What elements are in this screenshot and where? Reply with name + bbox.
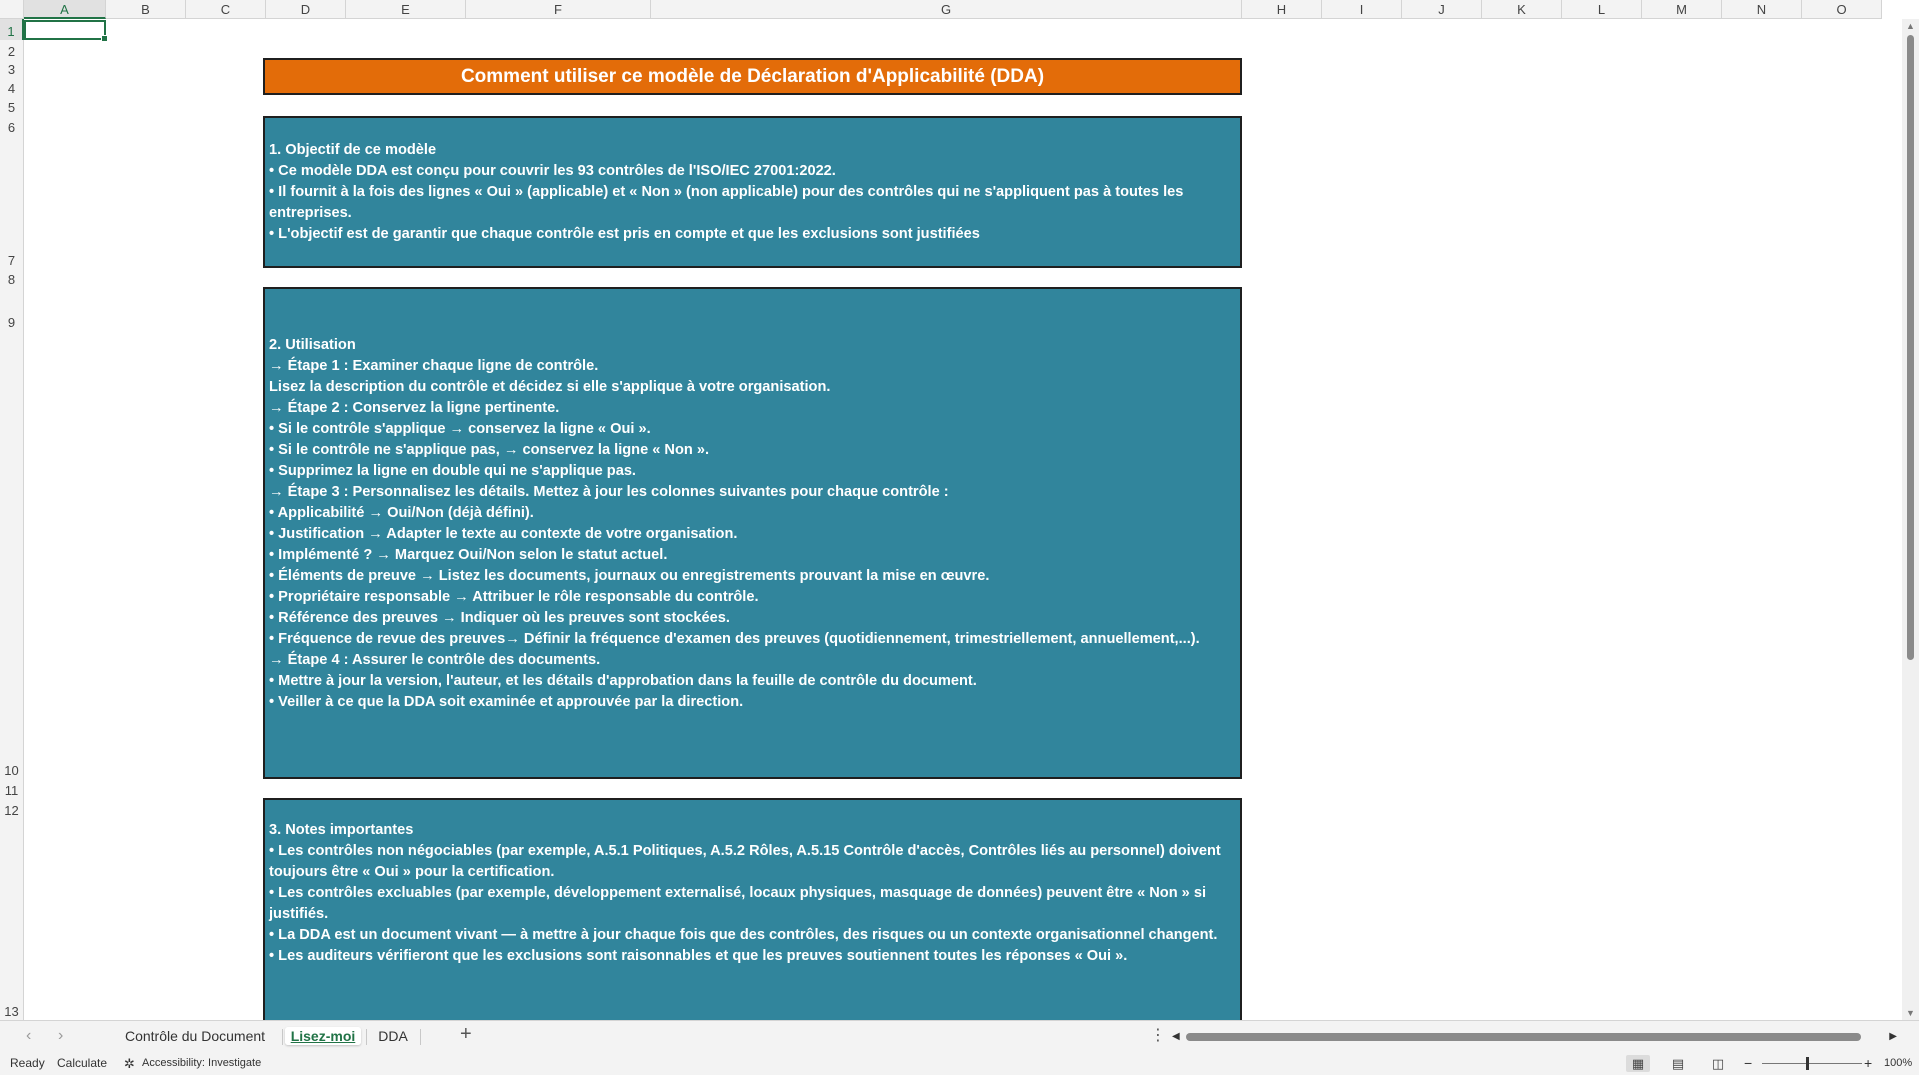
column-header-h[interactable]: H (1242, 0, 1322, 19)
page-layout-icon[interactable]: ▤ (1671, 1056, 1685, 1071)
horizontal-scroll-thumb[interactable] (1186, 1033, 1861, 1041)
section-notes (263, 798, 1242, 1020)
row-header-8[interactable] (0, 269, 24, 288)
column-header-a[interactable]: A (24, 0, 106, 19)
column-header-k[interactable]: K (1482, 0, 1562, 19)
add-sheet-icon[interactable]: + (460, 1023, 472, 1045)
column-header-n[interactable]: N (1722, 0, 1802, 19)
status-calculate[interactable]: Calculate (57, 1056, 108, 1070)
section-heading: 2. Utilisation (269, 337, 356, 353)
normal-view-icon[interactable]: ▦ (1626, 1055, 1650, 1072)
row-number: 10 (4, 763, 19, 778)
page-break-preview-icon[interactable]: ◫ (1711, 1056, 1725, 1071)
prev-sheet-icon[interactable]: ‹ (26, 1027, 32, 1044)
row-number: 5 (7, 100, 16, 115)
row-number: 7 (7, 253, 16, 268)
horizontal-scrollbar[interactable] (1172, 1029, 1897, 1045)
section-heading: 3. Notes importantes (269, 822, 414, 838)
scroll-down-icon[interactable]: ▼ (1906, 1008, 1915, 1018)
accessibility-icon: ✲ (124, 1056, 135, 1071)
column-header-o[interactable]: O (1802, 0, 1882, 19)
section-line: • Supprimez la ligne en double qui ne s'applique pas. (269, 463, 636, 479)
section-line: → Étape 4 : Assurer le contrôle des documents. (269, 652, 601, 668)
row-header-11[interactable] (0, 779, 24, 799)
vertical-scrollbar[interactable] (1902, 19, 1919, 1020)
row-header-9[interactable] (0, 288, 24, 331)
column-header-b[interactable]: B (106, 0, 186, 19)
row-number: 4 (7, 81, 16, 96)
sheet-title: Comment utiliser ce modèle de Déclaration d'Applicabilité (DDA) (263, 58, 1242, 95)
status-accessibility[interactable]: Accessibility: Investigate (142, 1057, 262, 1069)
zoom-slider-thumb[interactable] (1806, 1057, 1809, 1070)
status-ready: Ready (10, 1056, 45, 1070)
section-line: • L'objectif est de garantir que chaque contrôle est pris en compte et que les exclusions sont justifiées (269, 226, 980, 242)
section-line: • Référence des preuves → Indiquer où les preuves sont stockées. (269, 610, 730, 626)
section-line: • Les contrôles non négociables (par exemple, A.5.1 Politiques, A.5.2 Rôles, A.5.15 Contrôle d'accès, Contrôles liés au personnel) doivent toujours être « Oui » pour la certification. (269, 843, 1221, 880)
column-header-i[interactable]: I (1322, 0, 1402, 19)
row-header-1[interactable] (0, 19, 24, 40)
row-header-10[interactable] (0, 331, 24, 779)
zoom-level[interactable]: 100% (1884, 1057, 1913, 1069)
tab-controle-du-document[interactable] (112, 1021, 278, 1052)
column-header-l[interactable]: L (1562, 0, 1642, 19)
row-header-13[interactable] (0, 819, 24, 1020)
zoom-in-icon[interactable]: + (1864, 1055, 1873, 1071)
row-number: 6 (7, 120, 16, 135)
column-header-m[interactable]: M (1642, 0, 1722, 19)
row-number: 13 (4, 1004, 19, 1019)
section-line: → Étape 3 : Personnalisez les détails. Mettez à jour les colonnes suivantes pour chaque contrôle : (269, 484, 949, 500)
row-header-3[interactable] (0, 60, 24, 78)
section-line: • Justification → Adapter le texte au contexte de votre organisation. (269, 526, 738, 542)
zoom-slider[interactable] (1762, 1063, 1862, 1064)
row-header-6[interactable] (0, 116, 24, 136)
row-number: 12 (4, 803, 19, 818)
row-number: 1 (7, 24, 15, 39)
row-header-2[interactable] (0, 40, 24, 60)
next-sheet-icon[interactable]: › (58, 1027, 64, 1044)
row-number: 2 (7, 44, 16, 59)
row-header-4[interactable] (0, 78, 24, 97)
row-number: 8 (7, 272, 16, 287)
sheet-tabs-bar (0, 1020, 1919, 1052)
column-header-j[interactable]: J (1402, 0, 1482, 19)
select-all-corner[interactable] (0, 0, 24, 19)
section-line: • Ce modèle DDA est conçu pour couvrir les 93 contrôles de l'ISO/IEC 27001:2022. (269, 163, 836, 179)
section-line: • La DDA est un document vivant — à mettre à jour chaque fois que des contrôles, des risques ou un contexte organisationnel changent. (269, 927, 1218, 943)
tab-label: DDA (378, 1028, 408, 1044)
row-number: 11 (4, 783, 19, 798)
section-line: • Les contrôles excluables (par exemple, développement externalisé, locaux physiques, masquage de données) peuvent être « Non » si justifiés. (269, 885, 1206, 922)
column-header-c[interactable]: C (186, 0, 266, 19)
section-line: • Si le contrôle ne s'applique pas, → conservez la ligne « Non ». (269, 442, 710, 458)
tab-dda[interactable] (370, 1021, 416, 1052)
section-line: • Implémenté ? → Marquez Oui/Non selon le statut actuel. (269, 547, 668, 563)
tab-divider (420, 1029, 421, 1045)
row-number: 9 (7, 315, 16, 330)
tab-label: Lisez-moi (285, 1027, 362, 1045)
column-header-d[interactable]: D (266, 0, 346, 19)
section-line: • Applicabilité → Oui/Non (déjà défini). (269, 505, 534, 521)
tab-divider (282, 1029, 283, 1045)
section-line: • Si le contrôle s'applique → conservez la ligne « Oui ». (269, 421, 651, 437)
row-number: 3 (7, 62, 16, 77)
tab-divider (366, 1029, 367, 1045)
scroll-right-icon[interactable]: ▶ (1889, 1031, 1897, 1042)
more-options-icon[interactable]: ⋮ (1150, 1027, 1166, 1044)
tab-lisez-moi[interactable] (284, 1021, 362, 1052)
section-utilisation (263, 287, 1242, 779)
section-line: Lisez la description du contrôle et décidez si elle s'applique à votre organisation. (269, 379, 831, 395)
vertical-scroll-thumb[interactable] (1907, 35, 1914, 660)
section-heading: 1. Objectif de ce modèle (269, 142, 437, 158)
section-line: • Fréquence de revue des preuves→ Définir la fréquence d'examen des preuves (quotidiennement, trimestriellement, annuellement,...). (269, 631, 1200, 647)
status-bar (0, 1052, 1919, 1075)
tab-label: Contrôle du Document (124, 1028, 266, 1044)
section-line: • Il fournit à la fois des lignes « Oui » (applicable) et « Non » (non applicable) pour des contrôles qui ne s'appliquent pas à toutes les entreprises. (269, 184, 1184, 221)
section-line: • Propriétaire responsable → Attribuer le rôle responsable du contrôle. (269, 589, 759, 605)
scroll-left-icon[interactable]: ◀ (1172, 1031, 1180, 1042)
zoom-out-icon[interactable]: − (1744, 1055, 1753, 1071)
section-objectif (263, 116, 1242, 268)
row-header-12[interactable] (0, 799, 24, 819)
row-header-7[interactable] (0, 136, 24, 269)
section-line: • Veiller à ce que la DDA soit examinée et approuvée par la direction. (269, 694, 744, 710)
section-line: • Mettre à jour la version, l'auteur, et les détails d'approbation dans la feuille de contrôle du document. (269, 673, 977, 689)
section-line: → Étape 2 : Conservez la ligne pertinente. (269, 400, 560, 416)
column-header-f[interactable]: F (466, 0, 651, 19)
section-line: • Les auditeurs vérifieront que les exclusions sont raisonnables et que les preuves soutiennent toutes les réponses « Oui ». (269, 948, 1128, 964)
column-header-g[interactable]: G (651, 0, 1242, 19)
column-header-e[interactable]: E (346, 0, 466, 19)
row-header-5[interactable] (0, 97, 24, 116)
section-line: • Éléments de preuve → Listez les documents, journaux ou enregistrements prouvant la mise en œuvre. (269, 568, 990, 584)
section-line: → Étape 1 : Examiner chaque ligne de contrôle. (269, 358, 599, 374)
active-cell-a1[interactable] (24, 20, 106, 40)
scroll-up-icon[interactable]: ▲ (1906, 21, 1915, 31)
